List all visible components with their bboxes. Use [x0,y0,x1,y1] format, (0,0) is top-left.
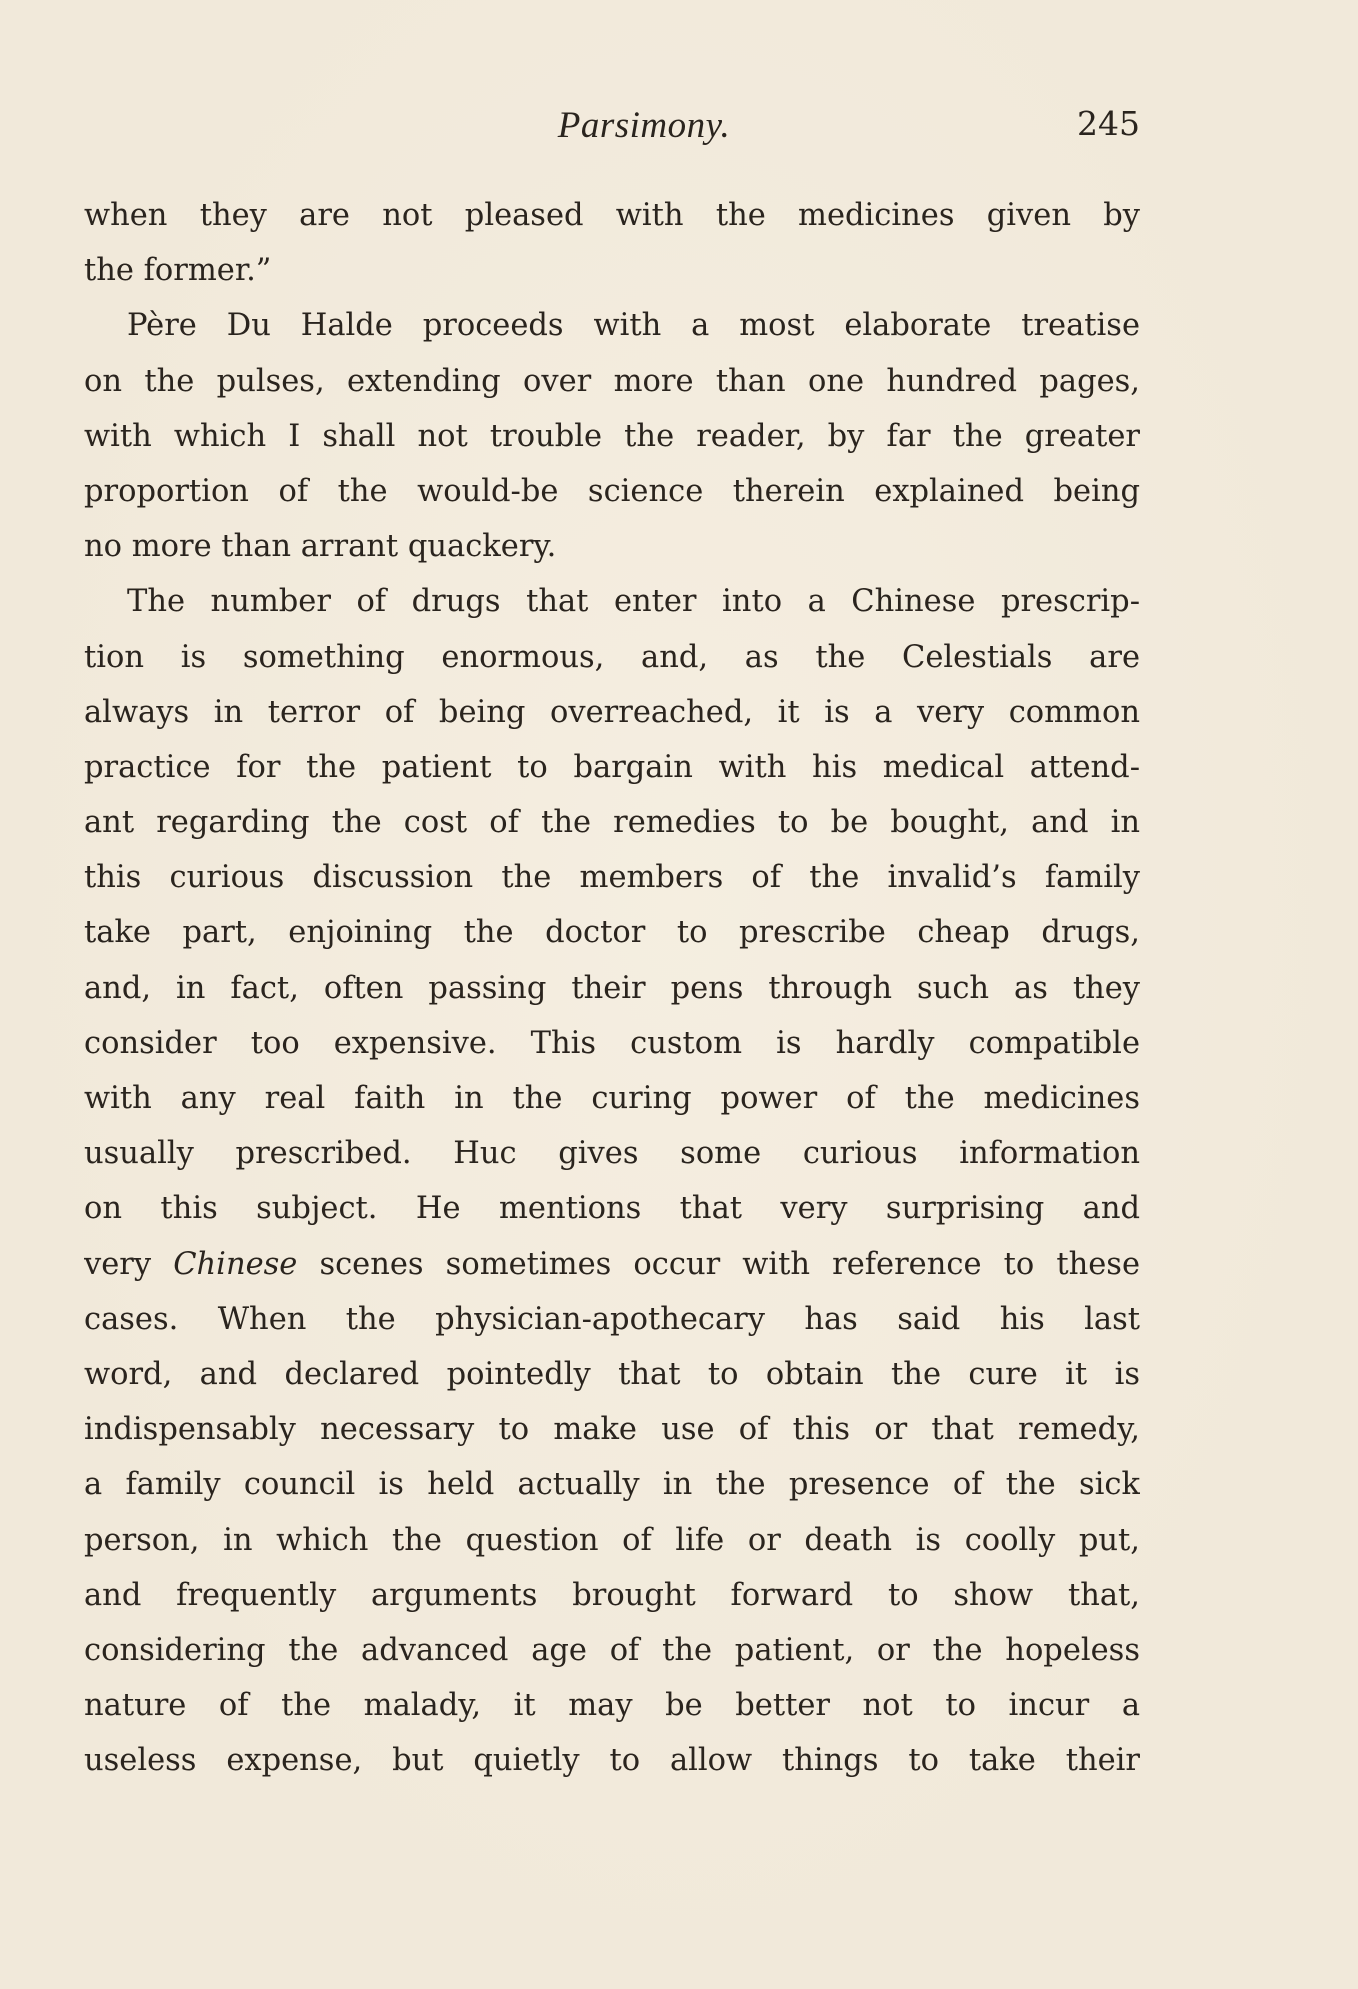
text-line: with any real faith in the curing power of the medicines [84,1081,1140,1116]
text-line: no more than arrant quackery. [84,529,557,565]
body-text [84,188,1140,1788]
running-title: Parsimony. [557,105,731,146]
italic-word: Chinese [173,1246,298,1282]
text-line: when they are not pleased with the medicines given by [84,198,1140,233]
text-line: on the pulses, extending over more than one hundred pages, [84,363,1140,399]
page-number: 245 [1077,104,1140,143]
text-line: word, and declared pointedly that to obtain the cure it is [84,1356,1140,1392]
line-prefix: very [84,1246,152,1282]
text-line: this curious discussion the members of the invalid’s family [84,860,1140,896]
text-line: useless expense, but quietly to allow things to take their [84,1743,1140,1779]
text-line: usually prescribed. Huc gives some curious information [84,1136,1140,1172]
text-line: on this subject. He mentions that very surprising and [84,1191,1140,1227]
text-line: indispensably necessary to make use of this or that remedy, [84,1412,1140,1448]
text-line: always in terror of being overreached, it is a very common [84,694,1140,730]
text-line: the former.” [84,253,272,289]
text-line: person, in which the question of life or death is coolly put, [84,1522,1140,1558]
paragraph-start-line: The number of drugs that enter into a Chinese prescrip- [127,584,1140,620]
text-line: ant regarding the cost of the remedies to be bought, and in [84,805,1140,841]
text-line: considering the advanced age of the patient, or the hopeless [84,1632,1140,1668]
text-line: with which I shall not trouble the reader, by far the greater [84,418,1140,454]
text-line: and, in fact, often passing their pens through such as they [84,970,1140,1006]
text-line: take part, enjoining the doctor to prescribe cheap drugs, [84,915,1140,951]
line-rest: scenes sometimes occur with reference to these [319,1246,1140,1282]
text-line: tion is something enormous, and, as the Celestials are [84,639,1140,675]
paragraph-start-line: Père Du Halde proceeds with a most elaborate treatise [127,308,1140,344]
text-line: cases. When the physician-apothecary has said his last [84,1301,1140,1337]
text-line: practice for the patient to bargain with his medical attend- [84,749,1140,785]
text-line: consider too expensive. This custom is hardly compatible [84,1025,1140,1061]
running-head [84,104,1140,150]
text-line: a family council is held actually in the presence of the sick [84,1467,1140,1503]
text-line-with-italic [84,1237,1140,1292]
text-line: and frequently arguments brought forward to show that, [84,1577,1140,1613]
text-line: proportion of the would-be science therein explained being [84,473,1140,509]
text-line: nature of the malady, it may be better not to incur a [84,1688,1140,1724]
